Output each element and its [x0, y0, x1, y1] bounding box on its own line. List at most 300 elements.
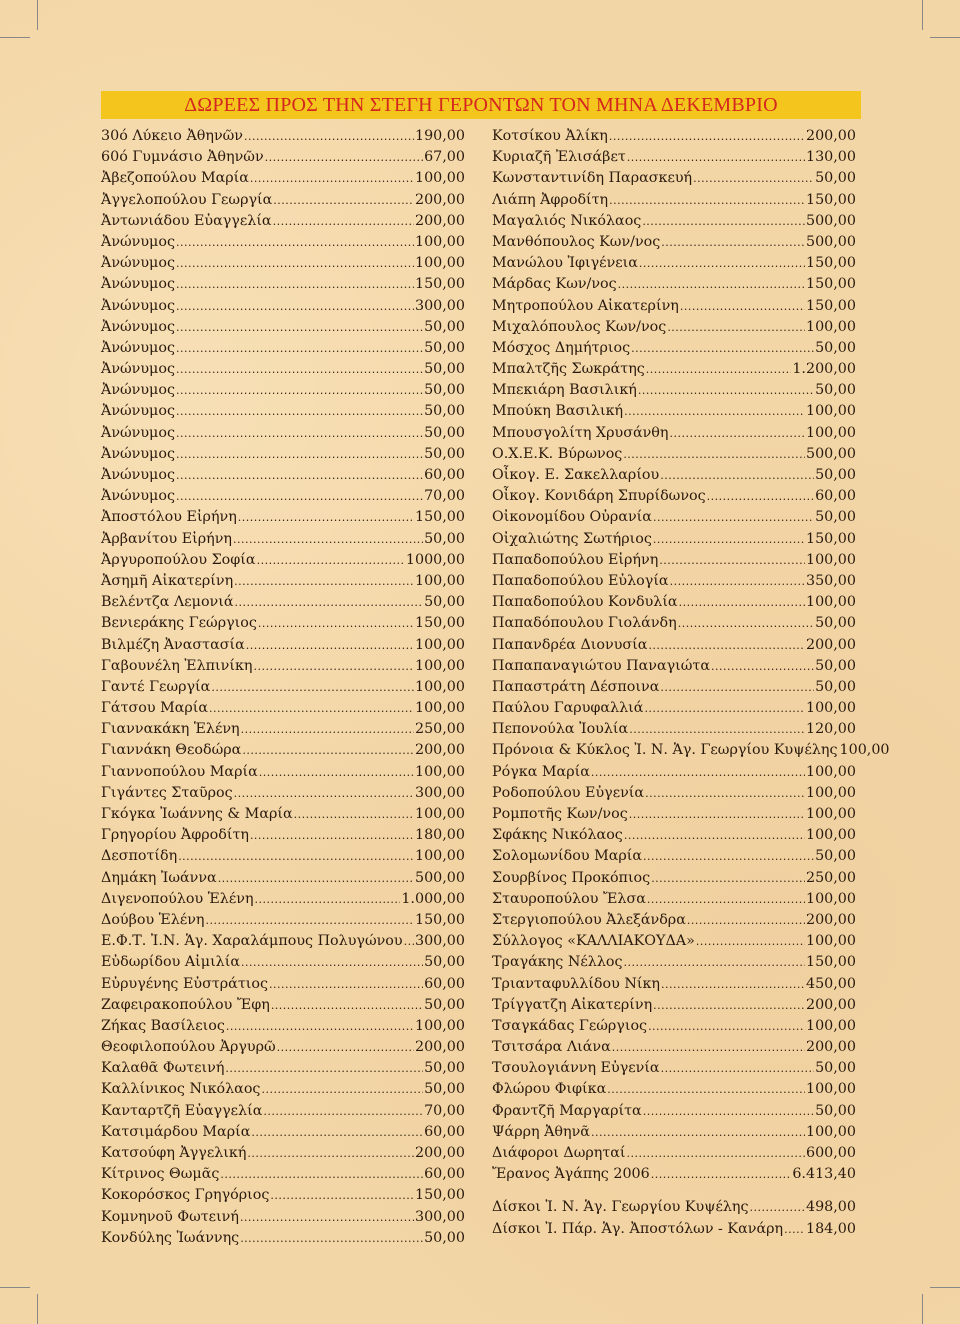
donor-name: Ε.Φ.Τ. Ἰ.Ν. Ἁγ. Χαραλάμπους Πολυγώνου	[101, 933, 403, 950]
donor-name: Γιαννοπούλου Μαρία	[101, 763, 258, 780]
donation-row	[101, 147, 465, 168]
donation-amount: 200,00	[805, 911, 856, 928]
donation-amount: 50,00	[424, 318, 465, 335]
dot-leader	[271, 995, 423, 1016]
donor-name: Παπαδοπούλου Εἰρήνη	[492, 551, 659, 568]
donation-row	[492, 1037, 856, 1058]
donor-name: Δίσκοι Ἰ. Πάρ. Ἁγ. Ἀποστόλων - Κανάρη	[492, 1220, 784, 1237]
donor-name: Ἀνώνυμος	[101, 424, 175, 441]
dot-leader	[233, 529, 423, 550]
donation-row	[101, 677, 465, 698]
donation-row	[101, 1164, 465, 1185]
donor-name: Εὐδωρίδου Αἰμιλία	[101, 954, 241, 971]
donation-row	[101, 1122, 465, 1143]
dot-leader	[638, 380, 814, 401]
donation-row	[492, 401, 856, 422]
donation-row	[101, 910, 465, 931]
dot-leader	[678, 613, 814, 634]
dot-leader	[612, 1037, 805, 1058]
dot-leader	[257, 550, 405, 571]
donor-name: Γιγάντες Σταῦρος	[101, 784, 233, 801]
donation-row	[492, 1122, 856, 1143]
donation-row	[492, 974, 856, 995]
donor-name: Παπαδόπουλου Γιολάνδη	[492, 615, 677, 632]
dot-leader	[176, 232, 414, 253]
donation-amount: 250,00	[805, 869, 856, 886]
donor-name: Ρόγκα Μαρία	[492, 763, 590, 780]
dot-leader	[627, 147, 805, 168]
donor-name: Οἰκονομίδου Οὐρανία	[492, 509, 652, 526]
dot-leader	[273, 190, 414, 211]
donation-row	[492, 889, 856, 910]
dot-leader	[643, 846, 814, 867]
donation-amount: 50,00	[424, 594, 465, 611]
donation-amount: 100,00	[805, 1017, 856, 1034]
dot-leader	[627, 1143, 805, 1164]
donor-name: Μανώλου Ἰφιγένεια	[492, 255, 638, 272]
donation-amount: 100,00	[805, 1123, 856, 1140]
donation-amount: 60,00	[815, 488, 856, 505]
donation-amount: 67,00	[424, 149, 465, 166]
dot-leader	[651, 1164, 792, 1185]
donation-amount: 150,00	[805, 191, 856, 208]
donation-row	[492, 529, 856, 550]
dot-leader	[263, 1101, 423, 1122]
donation-amount: 200,00	[805, 128, 856, 144]
dot-leader	[693, 168, 814, 189]
donation-row	[101, 952, 465, 973]
donation-row	[101, 783, 465, 804]
dot-leader	[696, 931, 805, 952]
donation-amount: 150,00	[414, 615, 465, 632]
donation-row	[101, 762, 465, 783]
donor-name: Διάφοροι Δωρηταί	[492, 1145, 626, 1161]
donation-amount: 50,00	[424, 954, 465, 971]
dot-leader	[225, 1058, 423, 1079]
donation-amount: 1.000,00	[401, 890, 465, 907]
donation-amount: 184,00	[805, 1220, 856, 1237]
donor-name: Ἀντωνιάδου Εὐαγγελία	[101, 212, 272, 229]
donation-amount: 60,00	[424, 467, 465, 483]
dot-leader	[639, 253, 805, 274]
dot-leader	[273, 211, 414, 232]
donor-name: Ἀρβανίτου Εἰρήνη	[101, 530, 232, 547]
dot-leader	[238, 507, 414, 528]
donation-row	[492, 1101, 856, 1122]
dot-leader	[660, 677, 814, 698]
donation-amount: 50,00	[815, 382, 856, 399]
donation-amount: 100,00	[805, 594, 856, 611]
donation-amount: 50,00	[815, 678, 856, 695]
donation-row	[101, 126, 465, 147]
donor-name: Ἀνώνυμος	[101, 276, 175, 293]
donor-name: Μπουσγολίτη Χρυσάνθη	[492, 424, 669, 441]
donation-row	[492, 465, 856, 486]
donation-amount: 150,00	[414, 509, 465, 526]
donation-row	[101, 931, 465, 952]
dot-leader	[661, 1058, 814, 1079]
donation-amount: 500,00	[805, 212, 856, 229]
donation-amount: 450,00	[805, 975, 856, 992]
donation-amount: 100,00	[414, 700, 465, 717]
donation-amount: 200,00	[805, 636, 856, 653]
dot-leader	[235, 592, 424, 613]
donation-row	[492, 1219, 856, 1240]
donation-row	[101, 190, 465, 211]
donation-amount: 50,00	[424, 382, 465, 399]
dot-leader	[294, 804, 414, 825]
donation-amount: 300,00	[414, 297, 465, 314]
donation-amount: 100,00	[414, 806, 465, 822]
donation-amount: 100,00	[839, 742, 890, 759]
dot-leader	[270, 1185, 414, 1206]
donation-row	[492, 550, 856, 571]
dot-leader	[624, 825, 805, 846]
donation-amount: 50,00	[424, 403, 465, 420]
donation-amount: 300,00	[414, 784, 465, 801]
donation-row	[101, 868, 465, 889]
dot-leader	[670, 571, 805, 592]
dot-leader	[176, 486, 423, 507]
donor-name: Ζήκας Βασίλειος	[101, 1017, 225, 1034]
donation-row	[492, 762, 856, 783]
donation-row	[101, 1143, 465, 1164]
donation-amount: 180,00	[414, 827, 465, 844]
donation-row	[492, 783, 856, 804]
dot-leader	[661, 974, 805, 995]
dot-leader	[277, 1037, 414, 1058]
donation-amount: 150,00	[414, 1187, 465, 1204]
donation-row	[492, 952, 856, 973]
donation-amount: 100,00	[805, 890, 856, 907]
donor-name: Μανθόπουλος Κων/νος	[492, 233, 661, 250]
donation-amount: 200,00	[805, 1039, 856, 1056]
donor-name: Ἔρανος Ἀγάπης 2006	[492, 1166, 650, 1183]
donor-name: Φραντζῆ Μαργαρίτα	[492, 1102, 642, 1119]
donor-name: Ἀνώνυμος	[101, 255, 175, 272]
donation-row	[101, 571, 465, 592]
donor-name: Βιλμέζη Ἀναστασία	[101, 636, 245, 653]
dot-leader	[629, 804, 805, 825]
donation-amount: 50,00	[424, 424, 465, 441]
dot-leader	[644, 698, 805, 719]
donor-name: Οἰχαλιώτης Σωτήριος	[492, 530, 652, 547]
donation-row	[101, 296, 465, 317]
dot-leader	[251, 1122, 423, 1143]
donation-amount: 50,00	[424, 1081, 465, 1098]
donation-amount: 50,00	[424, 1229, 465, 1246]
donation-amount: 100,00	[805, 318, 856, 335]
dot-leader	[609, 126, 805, 147]
donor-name: Ἀνώνυμος	[101, 233, 175, 250]
dot-leader	[750, 1197, 805, 1218]
dot-leader	[176, 380, 423, 401]
donation-amount: 300,00	[414, 933, 465, 950]
dot-leader	[255, 889, 401, 910]
donor-name: Βενιεράκης Γεώργιος	[101, 615, 257, 632]
donor-name: Καλλίνικος Νικόλαος	[101, 1081, 261, 1098]
donation-amount: 100,00	[414, 848, 465, 865]
donor-name: Γάτσου Μαρία	[101, 700, 209, 717]
dot-leader	[253, 656, 414, 677]
donor-name: Ἀνώνυμος	[101, 382, 175, 399]
donation-row	[492, 995, 856, 1016]
donation-amount: 70,00	[424, 488, 465, 505]
donor-name: Κατσιμάρδου Μαρία	[101, 1123, 251, 1140]
donor-name: Κατσούφη Ἀγγελική	[101, 1145, 247, 1161]
donor-name: Καλαθᾶ Φωτεινή	[101, 1060, 225, 1077]
donor-name: Πεπονούλα Ἰουλία	[492, 721, 629, 738]
donation-row	[101, 168, 465, 189]
donation-amount: 150,00	[805, 954, 856, 971]
donation-amount: 60,00	[424, 975, 465, 992]
donor-name: Ἀνώνυμος	[101, 318, 175, 335]
donation-amount: 100,00	[414, 763, 465, 780]
donation-amount: 100,00	[414, 657, 465, 674]
donor-name: Ψάρρη Ἀθηνᾶ	[492, 1123, 590, 1140]
donation-amount: 100,00	[805, 403, 856, 420]
donor-name: Σφάκης Νικόλαος	[492, 827, 623, 844]
dot-leader	[250, 825, 414, 846]
donation-amount: 50,00	[424, 339, 465, 356]
dot-leader	[178, 846, 414, 867]
donor-name: Τραγάκης Νέλλος	[492, 954, 623, 971]
donation-row	[101, 1058, 465, 1079]
donor-name: Τρίγγατζη Αἰκατερίνη	[492, 996, 653, 1013]
dot-leader	[609, 190, 805, 211]
donation-amount: 120,00	[805, 721, 856, 738]
donor-name: Κομνηνοῦ Φωτεινή	[101, 1208, 239, 1225]
crop-mark	[0, 37, 30, 38]
dot-leader	[234, 783, 414, 804]
crop-mark	[37, 0, 38, 30]
donor-name: Σολομωνίδου Μαρία	[492, 848, 643, 865]
donor-name: Θεοφιλοπούλου Ἀργυρῶ	[101, 1039, 276, 1056]
donation-row	[101, 740, 465, 761]
dot-leader	[661, 232, 805, 253]
donor-name: Ροδοπούλου Εὐγενία	[492, 784, 645, 801]
dot-leader	[244, 126, 414, 147]
donor-name: Ἀγγελοπούλου Γεωργία	[101, 191, 273, 208]
donation-amount: 150,00	[805, 276, 856, 293]
donor-name: Κανταρτζῆ Εὐαγγελία	[101, 1102, 263, 1119]
donation-row	[101, 656, 465, 677]
donation-row	[492, 592, 856, 613]
dot-leader	[247, 1143, 414, 1164]
dot-leader	[242, 740, 414, 761]
donor-name: Δεσποτίδη	[101, 848, 178, 865]
dot-leader	[651, 868, 805, 889]
donation-row	[492, 423, 856, 444]
dot-leader	[246, 635, 414, 656]
donation-row	[101, 529, 465, 550]
dot-leader	[653, 529, 805, 550]
dot-leader	[269, 974, 423, 995]
donation-amount: 150,00	[414, 911, 465, 928]
donation-row	[492, 1197, 856, 1218]
donation-row	[101, 359, 465, 380]
dot-leader	[667, 317, 805, 338]
donor-name: 60ό Γυμνάσιο Ἀθηνῶν	[101, 149, 264, 166]
dot-leader	[629, 719, 805, 740]
donation-row	[101, 253, 465, 274]
donation-row	[101, 1207, 465, 1228]
donor-name: Γιαννάκη Θεοδώρα	[101, 742, 242, 759]
donation-row	[492, 444, 856, 465]
donation-row	[492, 296, 856, 317]
donation-amount: 100,00	[805, 424, 856, 441]
donation-row	[492, 486, 856, 507]
donation-row	[101, 444, 465, 465]
donation-row	[101, 486, 465, 507]
donation-amount: 100,00	[805, 700, 856, 717]
donation-row	[492, 1058, 856, 1079]
donor-name: Ρομποτῆς Κων/νος	[492, 806, 628, 822]
donation-row	[101, 719, 465, 740]
donation-row	[492, 232, 856, 253]
dot-leader	[176, 296, 414, 317]
dot-leader	[669, 423, 804, 444]
dot-leader	[607, 1079, 805, 1100]
donation-amount: 70,00	[424, 1102, 465, 1119]
donation-row	[101, 465, 465, 486]
donor-name: Ἀνώνυμος	[101, 361, 175, 378]
donation-amount: 130,00	[805, 149, 856, 166]
dot-leader	[218, 868, 414, 889]
donor-name: Κωνσταντινίδη Παρασκευή	[492, 170, 693, 187]
donation-amount: 190,00	[414, 128, 465, 144]
donor-name: Παπαδοπούλου Κονδυλία	[492, 594, 678, 611]
donation-amount: 500,00	[805, 445, 856, 462]
donation-row	[101, 635, 465, 656]
donation-row	[492, 868, 856, 889]
donation-row	[492, 317, 856, 338]
donor-name: Μαγαλιός Νικόλαος	[492, 212, 642, 229]
donor-name: Ο.Χ.Ε.Κ. Βύρωνος	[492, 445, 623, 462]
donation-row	[101, 1101, 465, 1122]
donation-amount: 250,00	[414, 721, 465, 738]
donation-row	[101, 825, 465, 846]
donor-name: Μιχαλόπουλος Κων/νος	[492, 318, 667, 335]
donation-row	[492, 804, 856, 825]
donation-row	[101, 995, 465, 1016]
dot-leader	[618, 274, 805, 295]
donation-row	[492, 211, 856, 232]
donation-row	[101, 211, 465, 232]
donation-row	[492, 1016, 856, 1037]
dot-leader	[176, 253, 414, 274]
dot-leader	[591, 1122, 805, 1143]
dot-leader	[176, 401, 423, 422]
dot-leader	[241, 952, 423, 973]
dot-leader	[220, 1164, 423, 1185]
donation-row	[492, 168, 856, 189]
donation-amount: 1000,00	[405, 551, 465, 568]
donation-amount: 100,00	[805, 933, 856, 950]
dot-leader	[259, 762, 414, 783]
donor-name: Εὐρυγένης Εὐστράτιος	[101, 975, 268, 992]
donor-name: Τριανταφυλλίδου Νίκη	[492, 975, 660, 992]
donor-name: Κοκορόσκος Γρηγόριος	[101, 1187, 270, 1204]
donor-name: Φλώρου Φιφίκα	[492, 1081, 607, 1098]
dot-leader	[784, 1219, 805, 1240]
donation-row	[101, 592, 465, 613]
donation-row	[101, 1228, 465, 1249]
donor-name: Ἀνώνυμος	[101, 297, 175, 314]
dot-leader	[209, 698, 414, 719]
dot-leader	[226, 1016, 414, 1037]
crop-mark	[0, 1287, 30, 1288]
donation-amount: 200,00	[414, 1145, 465, 1161]
donation-amount: 500,00	[805, 233, 856, 250]
dot-leader	[176, 444, 423, 465]
donation-amount: 100,00	[805, 806, 856, 822]
donor-name: Ἀνώνυμος	[101, 403, 175, 420]
donation-row	[492, 1164, 856, 1185]
dot-leader	[241, 719, 414, 740]
donation-row	[101, 698, 465, 719]
donation-row	[492, 190, 856, 211]
donor-name: Μπεκιάρη Βασιλική	[492, 382, 637, 399]
dot-leader	[624, 952, 805, 973]
dot-leader	[680, 296, 805, 317]
donation-row	[101, 232, 465, 253]
dot-leader	[176, 274, 414, 295]
donation-amount: 100,00	[805, 784, 856, 801]
donation-amount: 498,00	[805, 1199, 856, 1216]
dot-leader	[176, 338, 423, 359]
dot-leader	[250, 168, 414, 189]
donor-name: Παύλου Γαρυφαλλιά	[492, 700, 644, 717]
donation-amount: 100,00	[805, 763, 856, 780]
dot-leader	[176, 465, 423, 486]
donation-amount: 150,00	[805, 297, 856, 314]
crop-mark	[930, 1287, 960, 1288]
donation-row	[492, 147, 856, 168]
dot-leader	[643, 1101, 814, 1122]
donation-amount: 150,00	[805, 255, 856, 272]
dot-leader	[679, 592, 805, 613]
dot-leader	[623, 444, 805, 465]
donation-row	[492, 740, 890, 761]
donation-amount: 100,00	[414, 678, 465, 695]
dot-leader	[258, 613, 414, 634]
donation-amount: 100,00	[414, 233, 465, 250]
crop-mark	[37, 1294, 38, 1324]
donation-row	[101, 274, 465, 295]
donation-amount: 100,00	[805, 551, 856, 568]
donation-row	[101, 1016, 465, 1037]
donor-name: Παπαστράτη Δέσποινα	[492, 678, 660, 695]
donor-name: Ἀργυροπούλου Σοφία	[101, 551, 256, 568]
donation-amount: 50,00	[424, 445, 465, 462]
donor-name: Κυριαζῆ Ἐλισάβετ	[492, 149, 626, 166]
donation-amount: 350,00	[805, 572, 856, 589]
donation-row	[101, 317, 465, 338]
dot-leader	[176, 359, 423, 380]
donor-name: Δημάκη Ἰωάννα	[101, 869, 217, 886]
donor-name: Ζαφειρακοπούλου Ἔφη	[101, 996, 270, 1013]
donation-amount: 150,00	[414, 276, 465, 293]
donor-name: Μάρδας Κων/νος	[492, 276, 617, 293]
donation-row	[492, 338, 856, 359]
donation-row	[492, 825, 856, 846]
donor-name: Σύλλογος «ΚΑΛΛΙΑΚΟΥΔΑ»	[492, 933, 695, 950]
donation-row	[101, 423, 465, 444]
dot-leader	[659, 550, 805, 571]
dot-leader	[240, 1228, 423, 1249]
page-title: ΔΩΡΕΕΣ ΠΡΟΣ ΤΗΝ ΣΤΕΓΗ ΓΕΡΟΝΤΩΝ ΤΟΝ ΜΗΝΑ ΔΕΚΕΜΒΡΙΟ	[184, 94, 778, 116]
